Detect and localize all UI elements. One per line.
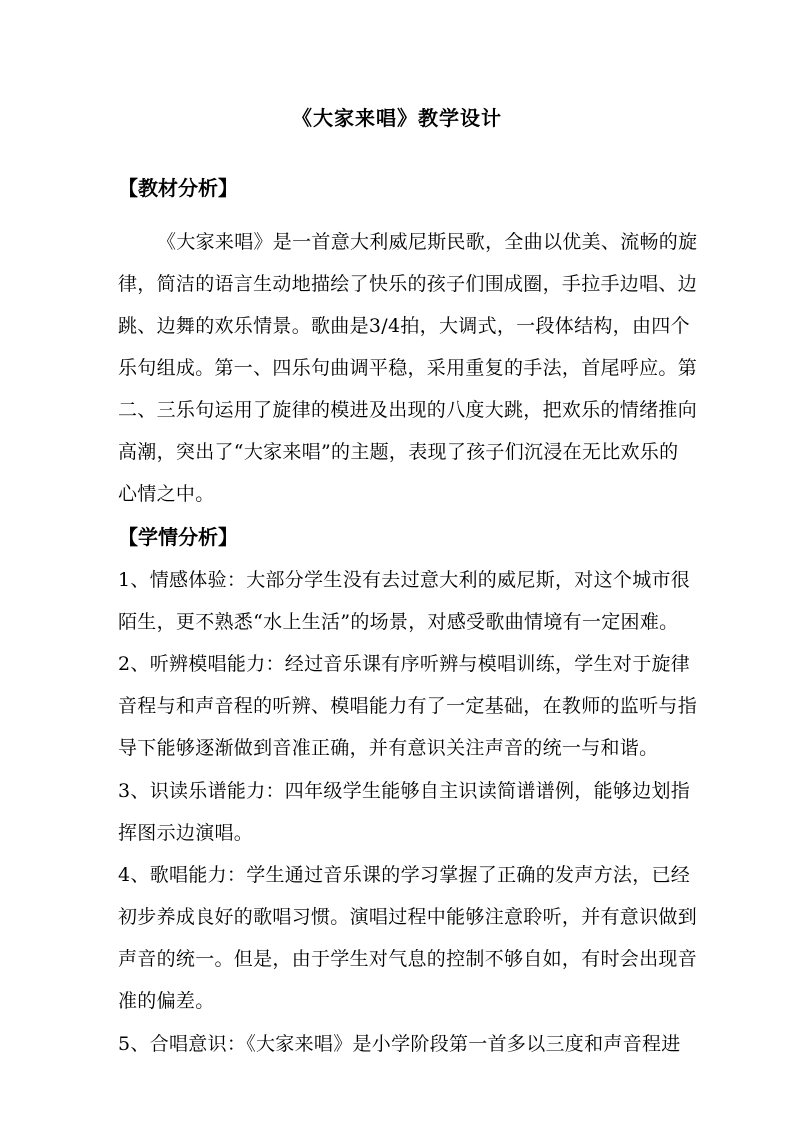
paragraph-line: 初步养成良好的歌唱习惯。演唱过程中能够注意聆听，并有意识做到 (118, 906, 698, 928)
paragraph-line: 3、识读乐谱能力：四年级学生能够自主识读简谱谱例，能够边划指 (118, 780, 691, 802)
paragraph-line: 音程与和声音程的听辨、模唱能力有了一定基础，在教师的监听与指 (118, 695, 698, 717)
paragraph-line: 二、三乐句运用了旋律的模进及出现的八度大跳，把欢乐的情绪推向 (118, 399, 698, 421)
paragraph-line: 声音的统一。但是，由于学生对气息的控制不够自如，有时会出现音 (118, 948, 698, 970)
paragraph-line: 律，简洁的语言生动地描绘了快乐的孩子们围成圈，手拉手边唱、边 (118, 273, 698, 295)
paragraph-line: 《大家来唱》是一首意大利威尼斯民歌，全曲以优美、流畅的旋 (157, 231, 698, 253)
paragraph-line: 2、听辨模唱能力：经过音乐课有序听辨与模唱训练，学生对于旋律 (118, 653, 691, 675)
paragraph-line: 心情之中。 (118, 483, 215, 505)
paragraph-line: 陌生，更不熟悉“水上生活”的场景，对感受歌曲情境有一定困难。 (118, 611, 679, 633)
paragraph-line: 高潮，突出了“大家来唱”的主题，表现了孩子们沉浸在无比欢乐的 (118, 441, 679, 463)
paragraph-line: 乐句组成。第一、四乐句曲调平稳，采用重复的手法，首尾呼应。第 (118, 357, 698, 379)
document-title: 《大家来唱》教学设计 (292, 106, 502, 130)
paragraph-line: 跳、边舞的欢乐情景。歌曲是3/4拍，大调式，一段体结构，由四个 (118, 315, 690, 337)
paragraph-line: 导下能够逐渐做到音准正确，并有意识关注声音的统一与和谐。 (118, 737, 659, 759)
paragraph-line: 挥图示边演唱。 (118, 822, 254, 844)
paragraph-line: 5、合唱意识：《大家来唱》是小学阶段第一首多以三度和声音程进 (118, 1033, 681, 1055)
paragraph-line: 1、情感体验：大部分学生没有去过意大利的威尼斯，对这个城市很 (118, 569, 691, 591)
section-heading-textbook-analysis: 【教材分析】 (118, 176, 238, 200)
paragraph-line: 准的偏差。 (118, 990, 215, 1012)
paragraph-line: 4、歌唱能力：学生通过音乐课的学习掌握了正确的发声方法，已经 (118, 864, 691, 886)
section-heading-learner-analysis: 【学情分析】 (118, 525, 238, 549)
